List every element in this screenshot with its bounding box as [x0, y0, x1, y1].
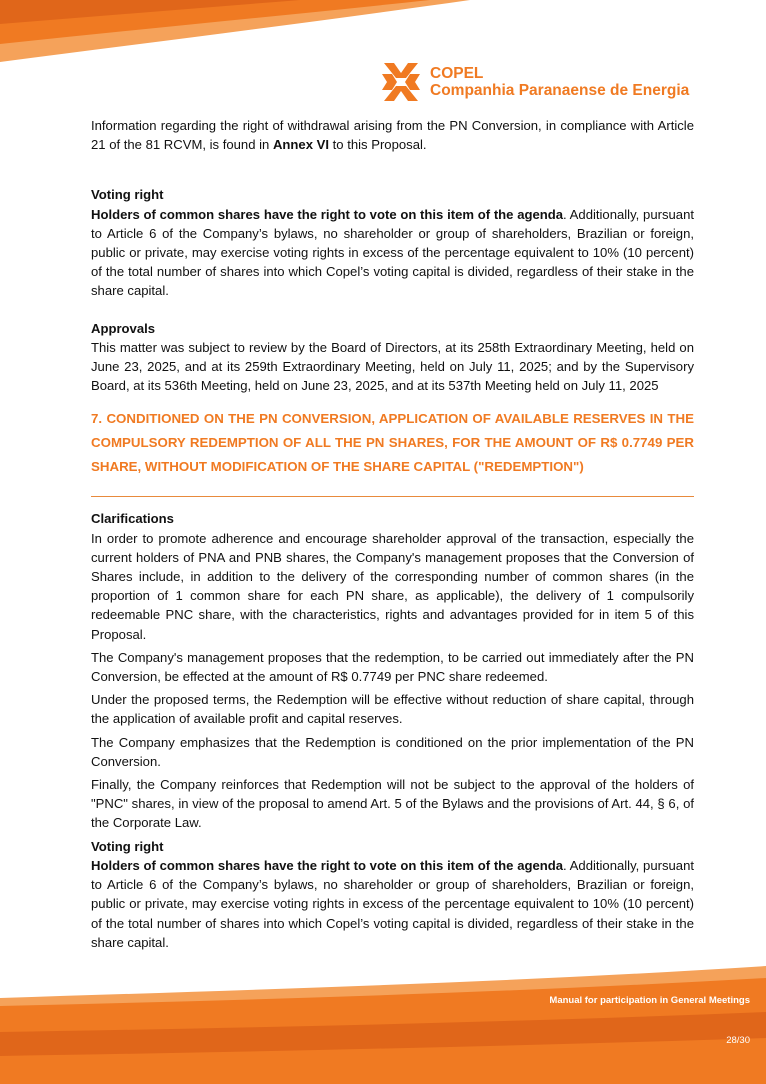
page-number: 28/30	[726, 1035, 750, 1046]
clarifications-paragraph-3: Under the proposed terms, the Redemption will be effective without reduction of share capital, through the application of available profit and capital reserves.	[91, 692, 694, 727]
logo-company-full: Companhia Paranaense de Energia	[430, 82, 690, 99]
approvals-paragraph: This matter was subject to review by the Board of Directors, at its 258th Extraordinary Meeting, held on June 23, 2025, and at its 259th Extraordinary Meeting, held on July 11, 2025; and by the Supervisory Board, at its 536th Meeting, held on June 23, 2025, and at its 537th Meeting held on July 11, 2025	[91, 339, 694, 394]
document-body	[91, 116, 694, 952]
footer-swoosh	[0, 960, 766, 1084]
section-title: 7. CONDITIONED ON THE PN CONVERSION, APPLICATION OF AVAILABLE RESERVES IN THE COMPULSORY REDEMPTION OF ALL THE PN SHARES, FOR THE AMOUNT OF R$ 0.7749 PER SHARE, WITHOUT MODIFICATION OF THE SHARE CAPITAL ("REDEMPTION")	[91, 411, 694, 475]
annex-reference: Annex VI	[272, 137, 329, 153]
clarifications-paragraph-1: In order to promote adherence and encourage shareholder approval of the transaction, especially the current holders of PNA and PNB shares, the Company's management proposes that the Conversion of Shares include, in addition to the delivery of the corresponding number of common shares (in the proportion of 1 common share for each PN share, as applicable), the delivery of 1 compulsorily redeemable PNC share, with the characteristics, rights and advantages provided for in item 5 of this Proposal.	[91, 530, 694, 642]
voting-right-paragraph: Holders of common shares have the right to vote on this item of the agenda. Additionally, pursuant to Article 6 of the Company’s bylaws, no shareholder or group of shareholders, Brazilian or foreign, public or private, may exercise voting rights in excess of the percentage equivalent to 10% (10 percent) of the total number of shares into which Copel’s voting capital is divided, regardless of their stake in the share capital.	[91, 206, 694, 299]
section-divider	[91, 496, 694, 497]
voting-right-heading: Voting right	[91, 187, 164, 203]
voting-right-paragraph-2: Holders of common shares have the right to vote on this item of the agenda. Additionally, pursuant to Article 6 of the Company’s bylaws, no shareholder or group of shareholders, Brazilian or foreign, public or private, may exercise voting rights in excess of the percentage equivalent to 10% (10 percent) of the total number of shares into which Copel’s voting capital is divided, regardless of their stake in the share capital.	[91, 857, 694, 950]
clarifications-heading: Clarifications	[91, 511, 174, 527]
copel-logo-icon	[380, 61, 422, 103]
clarifications-paragraph-5: Finally, the Company reinforces that Redemption will not be subject to the approval of the holders of "PNC" shares, in view of the proposal to amend Art. 5 of the Bylaws and the provisions of Art. 44, § 6, of the Corporate Law.	[91, 777, 694, 831]
logo-company-short: COPEL	[430, 65, 484, 82]
approvals-heading: Approvals	[91, 320, 156, 336]
clarifications-paragraph-4: The Company emphasizes that the Redemption is conditioned on the prior implementation of the PN Conversion.	[91, 734, 694, 769]
footer-label: Manual for participation in General Meetings	[549, 995, 750, 1006]
copel-logo	[380, 60, 689, 104]
voting-right-heading-2: Voting right	[91, 838, 164, 854]
clarifications-paragraph-2: The Company's management proposes that the redemption, to be carried out immediately after the PN Conversion, be effected at the amount of R$ 0.7749 per PNC share redeemed.	[91, 649, 694, 685]
intro-paragraph: Information regarding the right of withdrawal arising from the PN Conversion, in compliance with Article 21 of the 81 RCVM, is found in Annex VI to this Proposal.	[91, 118, 694, 153]
